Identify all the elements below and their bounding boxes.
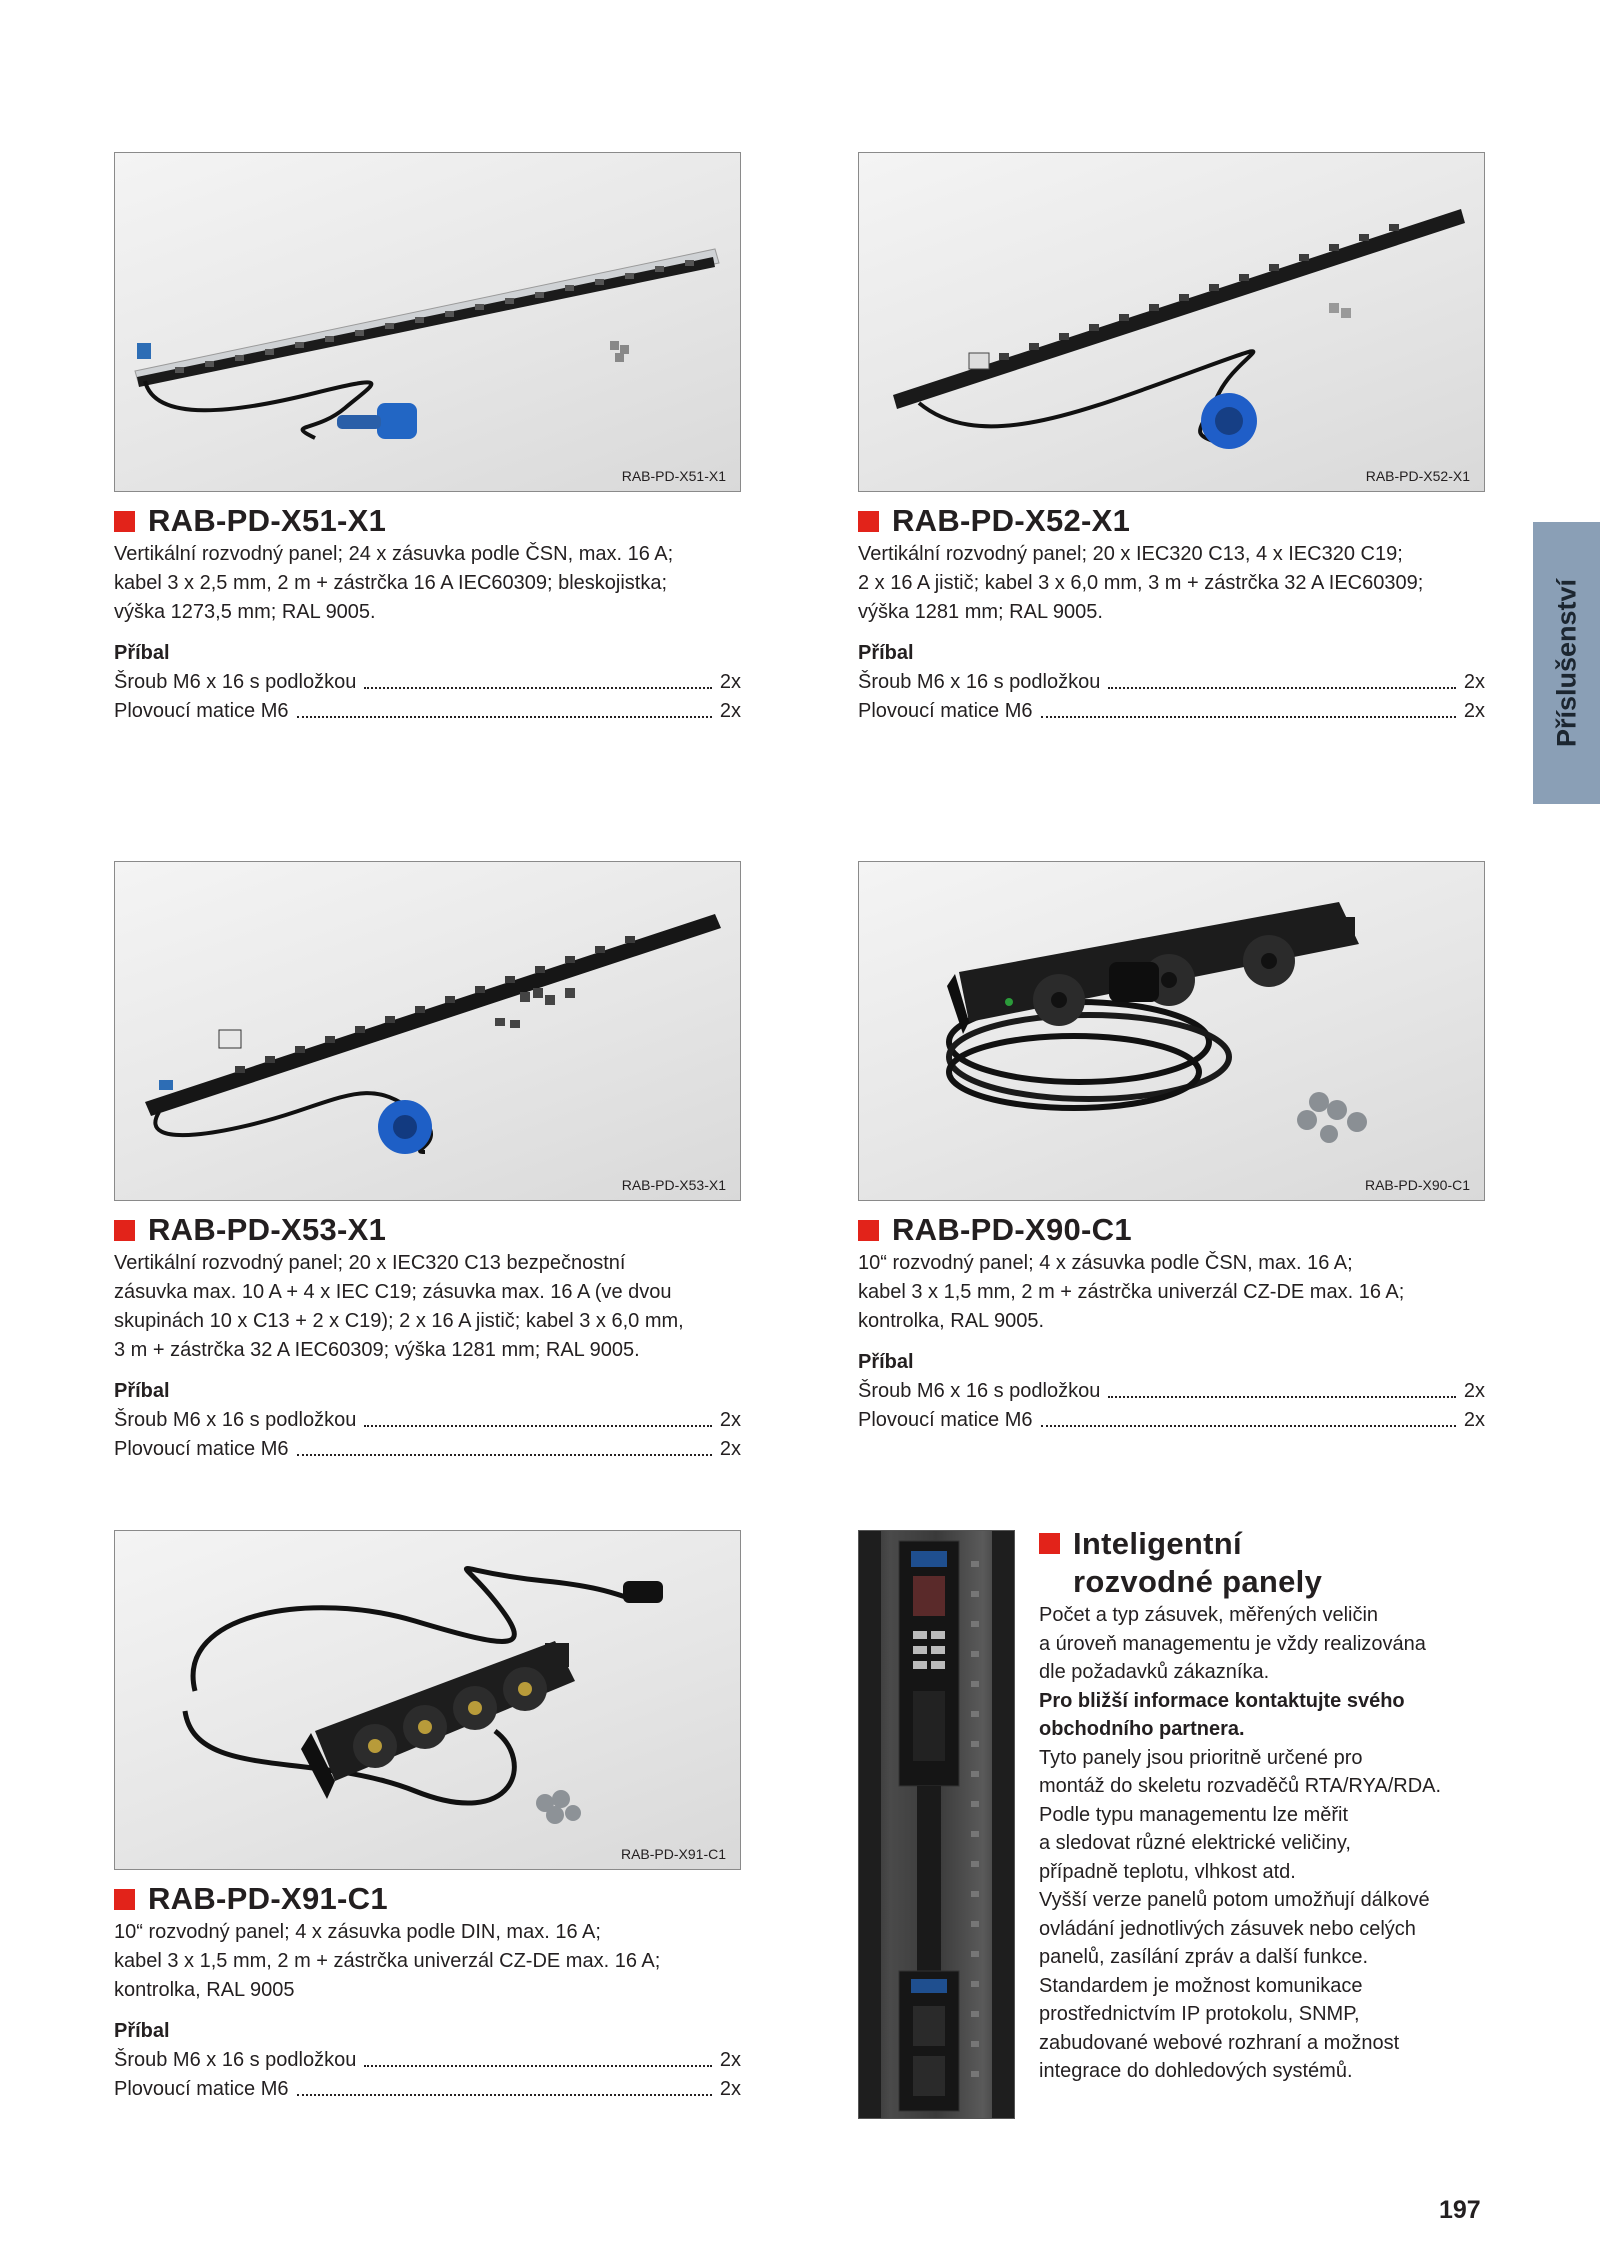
accessory-name: Šroub M6 x 16 s podložkou: [114, 671, 357, 693]
package-contents-heading: Příbal: [858, 1351, 914, 1373]
accessory-row: [114, 1406, 741, 1435]
accessory-qty: 2x: [719, 1409, 741, 1431]
description-line: kabel 3 x 1,5 mm, 2 m + zástrčka univerzál CZ-DE max. 16 A;: [114, 1950, 661, 1972]
accessory-name: Šroub M6 x 16 s podložkou: [858, 1380, 1101, 1402]
accessory-qty: 2x: [1463, 671, 1485, 693]
intel-text-line: prostřednictvím IP protokolu, SNMP,: [1039, 2003, 1360, 2025]
product-photo: [114, 152, 741, 492]
description-line: kabel 3 x 2,5 mm, 2 m + zástrčka 16 A IEC60309; bleskojistka;: [114, 572, 668, 594]
accessory-qty: 2x: [719, 2049, 741, 2071]
description-line: Vertikální rozvodný panel; 20 x IEC320 C13, 4 x IEC320 C19;: [858, 543, 1403, 565]
product-title: RAB-PD-X53-X1: [148, 1212, 387, 1247]
description-line: výška 1273,5 mm; RAL 9005.: [114, 601, 376, 623]
page-number: 197: [1439, 2196, 1481, 2224]
intel-text-line: případně teplotu, vlhkost atd.: [1039, 1860, 1296, 1883]
dot-leader: [297, 2075, 712, 2096]
product-rab-pd-x51-x1: [114, 152, 741, 726]
accessory-name: Plovoucí matice M6: [114, 1438, 289, 1460]
product-heading: [114, 503, 741, 539]
package-contents-heading: Příbal: [858, 642, 914, 664]
description-line: Vertikální rozvodný panel; 24 x zásuvka podle ČSN, max. 16 A;: [114, 543, 674, 565]
pdu-strip-image: [859, 153, 1484, 491]
product-title: RAB-PD-X90-C1: [892, 1212, 1132, 1247]
product-rab-pd-x90-c1: [858, 861, 1485, 1435]
product-rab-pd-x91-c1: [114, 1530, 741, 2104]
intel-text-line: Tyto panely jsou prioritně určené pro: [1039, 1746, 1363, 1769]
description-line: kabel 3 x 1,5 mm, 2 m + zástrčka univerzál CZ-DE max. 16 A;: [858, 1281, 1405, 1303]
dot-leader: [297, 1435, 712, 1456]
product-rab-pd-x53-x1: [114, 861, 741, 1464]
intel-text-line: dle požadavků zákazníka.: [1039, 1661, 1270, 1683]
photo-caption: RAB-PD-X90-C1: [1364, 1177, 1470, 1193]
product-title: RAB-PD-X52-X1: [892, 503, 1131, 538]
intel-text-line: Počet a typ zásuvek, měřených veličin: [1039, 1604, 1379, 1626]
product-title: RAB-PD-X51-X1: [148, 503, 387, 538]
red-square-bullet-icon: [1039, 1533, 1060, 1554]
rack-pdu-image: [859, 1531, 1014, 2118]
description-line: kontrolka, RAL 9005: [114, 1979, 295, 2001]
intelligent-pdu-section: [1039, 1525, 1499, 2086]
accessory-row: [114, 2046, 741, 2075]
red-square-bullet-icon: [114, 511, 135, 532]
accessory-name: Šroub M6 x 16 s podložkou: [114, 2049, 357, 2071]
description-line: 10“ rozvodný panel; 4 x zásuvka podle DIN, max. 16 A;: [114, 1921, 601, 1943]
accessory-name: Plovoucí matice M6: [114, 700, 289, 722]
intel-text-line: Standardem je možnost komunikace: [1039, 1974, 1363, 1997]
accessory-row: [114, 668, 741, 697]
pdu-strip-image: [115, 862, 740, 1200]
dot-leader: [1041, 697, 1456, 718]
accessory-qty: 2x: [719, 2078, 741, 2100]
intel-title: [1073, 1525, 1322, 1601]
accessory-row: [858, 1406, 1485, 1435]
product-heading: [114, 1212, 741, 1248]
description-line: Vertikální rozvodný panel; 20 x IEC320 C13 bezpečnostní: [114, 1252, 626, 1274]
product-photo: [858, 861, 1485, 1201]
accessory-name: Plovoucí matice M6: [114, 2078, 289, 2100]
description-line: zásuvka max. 10 A + 4 x IEC C19; zásuvka max. 16 A (ve dvou: [114, 1281, 672, 1303]
accessory-name: Šroub M6 x 16 s podložkou: [858, 671, 1101, 693]
socket-strip-image: [859, 862, 1484, 1200]
dot-leader: [364, 2046, 712, 2067]
description-line: výška 1281 mm; RAL 9005.: [858, 601, 1103, 623]
red-square-bullet-icon: [114, 1220, 135, 1241]
accessory-name: Plovoucí matice M6: [858, 700, 1033, 722]
product-rab-pd-x52-x1: [858, 152, 1485, 726]
product-heading: [114, 1881, 741, 1917]
product-description: [114, 1918, 741, 2005]
accessory-row: [114, 697, 741, 726]
package-contents-heading: Příbal: [114, 1380, 170, 1402]
intel-title-line: Inteligentní: [1073, 1526, 1242, 1561]
accessory-row: [114, 1435, 741, 1464]
photo-caption: RAB-PD-X53-X1: [621, 1177, 726, 1193]
photo-caption: RAB-PD-X91-C1: [620, 1846, 726, 1862]
accessory-qty: 2x: [719, 671, 741, 693]
pdu-strip-image: [115, 153, 740, 491]
description-line: kontrolka, RAL 9005.: [858, 1310, 1045, 1332]
intel-text-line: a sledovat různé elektrické veličiny,: [1039, 1832, 1351, 1854]
product-photo: [114, 861, 741, 1201]
product-heading: [858, 1212, 1485, 1248]
description-line: 2 x 16 A jistič; kabel 3 x 6,0 mm, 3 m + zástrčka 32 A IEC60309;: [858, 572, 1424, 594]
accessory-qty: 2x: [1463, 1409, 1485, 1431]
red-square-bullet-icon: [858, 511, 879, 532]
intel-text-line: Vyšší verze panelů potom umožňují dálkové: [1039, 1889, 1430, 1911]
dot-leader: [1108, 1377, 1456, 1398]
description-line: skupinách 10 x C13 + 2 x C19); 2 x 16 A jistič; kabel 3 x 6,0 mm,: [114, 1310, 684, 1332]
dot-leader: [1041, 1406, 1456, 1427]
product-description: [114, 540, 741, 627]
intel-text-line: zabudované webové rozhraní a možnost: [1039, 2031, 1400, 2054]
intel-text-line: Podle typu managementu lze měřit: [1039, 1803, 1349, 1826]
dot-leader: [364, 668, 712, 689]
accessory-row: [858, 1377, 1485, 1406]
intel-text-line: a úroveň managementu je vždy realizována: [1039, 1632, 1426, 1655]
product-photo: [114, 1530, 741, 1870]
intel-text-line: Pro bližší informace kontaktujte svého: [1039, 1689, 1405, 1712]
description-line: 10“ rozvodný panel; 4 x zásuvka podle ČSN, max. 16 A;: [858, 1252, 1353, 1274]
dot-leader: [1108, 668, 1456, 689]
dot-leader: [297, 697, 712, 718]
intelligent-pdu-photo: [858, 1530, 1015, 2119]
socket-strip-image: [115, 1531, 740, 1869]
dot-leader: [364, 1406, 712, 1427]
red-square-bullet-icon: [114, 1889, 135, 1910]
intel-title-line: rozvodné panely: [1073, 1564, 1323, 1599]
accessory-row: [858, 697, 1485, 726]
intel-body: [1039, 1601, 1499, 2086]
section-side-tab: [1533, 522, 1600, 804]
accessory-qty: 2x: [1463, 1380, 1485, 1402]
product-heading: [858, 503, 1485, 539]
accessory-row: [858, 668, 1485, 697]
accessory-qty: 2x: [719, 1438, 741, 1460]
intel-text-line: obchodního partnera.: [1039, 1718, 1245, 1740]
photo-caption: RAB-PD-X51-X1: [621, 468, 726, 484]
accessory-qty: 2x: [719, 700, 741, 722]
intel-text-line: montáž do skeletu rozvaděčů RTA/RYA/RDA.: [1039, 1775, 1442, 1797]
section-side-tab-label: Příslušenství: [1551, 578, 1581, 748]
package-contents-heading: Příbal: [114, 2020, 170, 2042]
product-title: RAB-PD-X91-C1: [148, 1881, 388, 1916]
intel-text-line: panelů, zasílání zpráv a další funkce.: [1039, 1946, 1369, 1968]
package-contents-heading: Příbal: [114, 642, 170, 664]
intel-text-line: ovládání jednotlivých zásuvek nebo celých: [1039, 1917, 1416, 1940]
accessory-name: Šroub M6 x 16 s podložkou: [114, 1409, 357, 1431]
accessory-name: Plovoucí matice M6: [858, 1409, 1033, 1431]
photo-caption: RAB-PD-X52-X1: [1365, 468, 1470, 484]
intel-text-line: integrace do dohledových systémů.: [1039, 2060, 1353, 2082]
product-description: [858, 1249, 1485, 1336]
description-line: 3 m + zástrčka 32 A IEC60309; výška 1281 mm; RAL 9005.: [114, 1339, 640, 1361]
accessory-row: [114, 2075, 741, 2104]
product-description: [858, 540, 1485, 627]
accessory-qty: 2x: [1463, 700, 1485, 722]
red-square-bullet-icon: [858, 1220, 879, 1241]
product-photo: [858, 152, 1485, 492]
intel-heading: [1039, 1525, 1499, 1601]
product-description: [114, 1249, 741, 1365]
